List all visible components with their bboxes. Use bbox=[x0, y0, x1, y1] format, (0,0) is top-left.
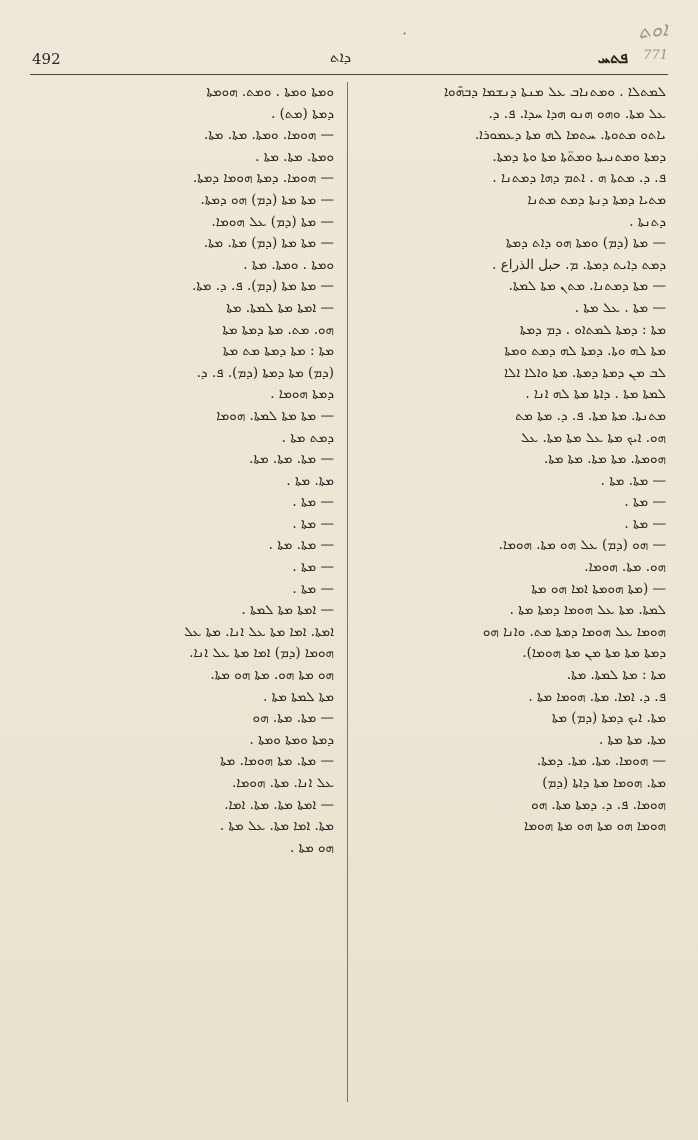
text-line: — ܡܬܐ. ܡܬܐ . bbox=[268, 537, 334, 554]
text-line: ܠܡܬܐ. ܡܬܐ ܥܠ ܗܘܡܐ ܕܡܬܐ ܡܬܐ . bbox=[509, 602, 666, 619]
text-line: ܕܡܬܐ ܘܡܬܢܝܬܐ ܘܡܬ̈ܬܐ ܡܬܐ ܘܬܐ ܕܡܬܐ. bbox=[492, 148, 666, 165]
text-line: (ܕܡ) ܡܬܐ ܕܡܬܐ (ܕܡ). ܦ. ܕ. bbox=[196, 364, 334, 381]
text-line: ܡܬܐ ܠܡܬܐ ܡܬܐ . bbox=[263, 688, 334, 705]
text-line: — ܐܡܬܐ ܡܬܐ ܠܡܬܐ . bbox=[241, 602, 334, 619]
pencil-annotation-number: 771 bbox=[643, 48, 668, 63]
text-line: — ܡܬܐ. ܡܬܐ. ܗܘ bbox=[252, 710, 334, 727]
text-line: ܕܬܢܬܐ . bbox=[629, 213, 666, 230]
text-line: ܡܬܐ. ܡܬܐ . bbox=[286, 472, 334, 489]
text-line: ܡܬܐ. ܡܬܐ ܡܬܐ . bbox=[598, 731, 666, 748]
text-line: ܕܡܬ ܕܐܝܬ ܕܡܬܐ. ܡ. حبل الذراع . bbox=[492, 256, 666, 273]
text-line: ܘܡܬܐ . ܘܡܬܐ. ܡܬܐ . bbox=[243, 256, 334, 273]
text-line: — ܡܬܐ. ܡܬܐ ܗܘܡܐ. ܡܬܐ bbox=[220, 753, 334, 770]
headword: ܦܬܚ bbox=[597, 48, 628, 67]
text-line: ܠܒ ܡܢ ܕܡܬܐ ܕܡܬܐ. ܡܬܐ ܘܐܠܐ ܐܠܐ bbox=[504, 364, 666, 381]
text-line: ܡܬܐ ܠܗ ܘܬܐ. ܕܡܬܐ ܠܗ ܕܡܬ ܘܡܬܐ bbox=[504, 343, 666, 360]
text-line: — ܡܬܐ . ܥܠ ܡܬܐ . bbox=[574, 299, 666, 316]
text-line: ܗܘ. ܐܝܟ ܡܬܐ ܥܠ ܡܬܐ ܡܬܐ. ܥܠ bbox=[520, 429, 666, 446]
text-line: — ܡܬܐ (ܕܡ) ܘܡܬܐ ܗܘ ܕܐܬ ܕܡܬܐ bbox=[505, 235, 666, 252]
text-line: ܗܘܡܐ ܗܘ ܡܬܐ ܗܘ ܡܬܐ ܗܘܡܐ bbox=[524, 818, 666, 835]
text-line: ܡܬܝܐ ܕܡܬܐ ܕܢܬܐ ܕܡܬ ܡܬܢܐ bbox=[527, 191, 666, 208]
text-line: ܦ. ܕ. ܐܡܐ. ܡܬܐ. ܗܘܡܐ ܡܬܐ . bbox=[528, 688, 666, 705]
text-line: ܠܡܬܠܐ . ܘܡܬܢܐܒ ܥܠ ܡܢܬܐ ܕܢܫܡܐ ܕܒܗ̄ܘܐ bbox=[443, 84, 666, 100]
text-line: — ܐܡܬܐ ܡܬܐ. ܡܬܐ. ܐܡܐ. bbox=[224, 796, 334, 813]
text-line: ܕܡܬܐ ܡܬܐ ܡܬܐ ܡܢ ܡܬܐ ܗܘܡܐ). bbox=[522, 645, 666, 662]
text-line: ܡܬܐ : ܡܬܐ ܠܡܬܐ. ܡܬܐ. bbox=[566, 667, 666, 684]
text-line: — ܡܬܐ . bbox=[292, 515, 334, 532]
text-line: ܡܬܐ. ܐܝܟ ܕܡܬܐ (ܕܡ) ܡܬܐ bbox=[551, 710, 666, 727]
text-line: ܡܬܐ : ܡܬܐ ܕܡܬܐ ܡܬ ܡܬܐ bbox=[222, 343, 334, 360]
left-column bbox=[34, 82, 334, 1102]
pencil-annotation: ܐܘܬ bbox=[637, 16, 670, 44]
text-line: ܗܘܡܐ. ܦ. ܕ. ܕܡܬܐ ܡܬܐ. ܗܘ bbox=[531, 796, 666, 813]
header-rule bbox=[30, 74, 668, 75]
text-line: ܥܠ ܡܬܐ. ܘܗܘ ܗܢܘ ܗܕܐ ܚܕܐ. ܦ. ܕ. bbox=[488, 105, 666, 122]
text-line: ܡܬܐ. ܗܘܡܐ ܡܬܐ ܕܐܬܐ (ܕܡ) bbox=[542, 775, 666, 791]
text-line: — ܡܬܐ ܕܡܬܢܐ. ܡܬܢ ܡܬܐ ܠܡܬܐ. bbox=[508, 278, 666, 295]
text-line: ܘܡܬܐ. ܡܬܐ. ܡܬܐ . bbox=[255, 148, 334, 165]
text-line: ܗܘܡܐ ܥܠ ܗܘܡܐ ܕܡܬܐ ܡܬ. ܘܐܢܐ ܗܘ bbox=[482, 623, 666, 640]
text-line: — ܗܘܡܐ. ܘܡܬܐ. ܡܬܐ. ܡܬܐ. bbox=[203, 127, 334, 144]
text-line: ܗܘܡܬܐ. ܡܬܐ ܡܬܐ. ܡܬܐ ܡܬܐ. bbox=[543, 451, 666, 468]
page-header bbox=[30, 16, 670, 72]
text-line: ܘܡܬܐ ܘܡܬܐ . ܘܡܬ. ܗܘܡܬܐ bbox=[206, 84, 334, 100]
right-column bbox=[366, 82, 666, 1102]
text-line: — ܡܬܐ . bbox=[292, 494, 334, 511]
text-line: ܗܘ ܡܬܐ . bbox=[289, 839, 334, 856]
text-line: — ܡܬܐ. ܡܬܐ . bbox=[600, 472, 666, 489]
text-line: ܡܬܐ. ܐܡܐ ܡܬܐ. ܥܠ ܡܬܐ . bbox=[219, 818, 334, 835]
text-line: — ܐܡܬܐ ܡܬܐ ܠܡܬܐ. ܡܬܐ bbox=[226, 299, 334, 316]
text-line: ܕܡܬܐ ܗܘܡܐ . bbox=[270, 386, 334, 403]
text-line: ܗܘ. ܡܬ. ܡܬܐ ܕܡܬܐ ܡܬܐ bbox=[222, 321, 334, 338]
text-line: — ܡܬܐ ܡܬܐ (ܕܡ). ܦ. ܕ. ܡܬܐ. bbox=[191, 278, 334, 295]
text-line: — (ܡܬܐ ܗܘܡܬܐ ܐܡܐ ܗܘ ܡܬܐ bbox=[531, 580, 666, 597]
text-line: — ܡܬܐ . bbox=[624, 515, 666, 532]
page-number: 492 bbox=[32, 50, 61, 68]
text-line: ܗܘ. ܡܬܐ. ܗܘܡܐ. bbox=[584, 559, 666, 576]
text-line: — ܡܬܐ . bbox=[624, 494, 666, 511]
text-line: — ܗܘܡܐ. ܕܡܬܐ ܗܘܡܐ ܕܡܬܐ. bbox=[192, 170, 334, 187]
text-line: ܗܘ ܡܬܐ ܗܘ. ܡܬܐ ܗܘ ܡܬܐ. bbox=[210, 667, 334, 684]
page-speck: · bbox=[402, 24, 408, 43]
text-line: ܥܠ ܐܢܐ. ܡܬܐ. ܗܘܡܐ. bbox=[232, 775, 334, 791]
text-line: ܐܡܬܐ. ܐܡܐ ܡܬܐ ܥܠ ܐܢܐ. ܡܬܐ ܥܠ bbox=[184, 623, 334, 640]
text-line: ܠܡܬܐ ܡܬܐ . ܕܐܬܐ ܡܬܐ ܠܗ ܐܢܐ . bbox=[525, 386, 666, 403]
text-line: ܕܡܬ ܡܬܐ . bbox=[281, 429, 334, 446]
text-line: ܝܐܬܘ ܡܬܘܬܐ. ܚܬܡܐ ܠܗ ܡܬܐ ܕܥܡܘܪܐ. bbox=[474, 127, 666, 144]
text-line: — ܡܬܐ ܡܬܐ (ܕܡ) ܗܘ ܕܡܬܐ. bbox=[200, 191, 334, 208]
text-line: — ܡܬܐ . bbox=[292, 580, 334, 597]
text-line: ܡܬܐ : ܕܡܬܐ ܠܡܬܐܘ . ܕܡ ܕܡܬܐ bbox=[519, 321, 666, 338]
text-line: — ܗܘܡܐ. ܡܬܐ. ܡܬܐ. ܕܡܬܐ. bbox=[536, 753, 666, 770]
text-line: — ܡܬܐ . bbox=[292, 559, 334, 576]
text-line: ܕܡܬܐ (ܡܬ) . bbox=[271, 105, 334, 122]
text-line: — ܡܬܐ ܡܬܐ (ܕܡ) ܡܬܐ. ܡܬܐ. bbox=[203, 235, 334, 252]
running-head: ܕܐܬ bbox=[330, 48, 352, 66]
text-line: — ܡܬܐ. ܡܬܐ. ܡܬܐ. bbox=[249, 451, 334, 468]
text-line: ܗܘܡܐ (ܕܡ) ܐܡܐ ܡܬܐ ܥܠ ܐܢܐ. bbox=[189, 645, 334, 662]
column-divider bbox=[347, 82, 348, 1102]
text-line: — ܡܬܐ ܡܬܐ ܠܡܬܐ. ܗܘܡܐ bbox=[216, 407, 334, 424]
text-line: ܡܬܢܬܐ. ܡܬܐ ܡܬܐ. ܦ. ܕ. ܡܬܐ ܡܬ bbox=[515, 407, 666, 424]
text-line: ܕܡܬܐ ܘܡܬܐ ܘܡܬܐ . bbox=[249, 731, 334, 748]
text-line: ܦ. ܕ. ܡܬܬܐ ܗ . ܐܬܡ ܕܗܐ ܕܡܬܢܐ . bbox=[492, 170, 666, 187]
text-line: — ܡܬܐ (ܕܡ) ܥܠ ܗܘܡܐ. bbox=[211, 213, 334, 230]
text-line: — ܗܘ (ܕܡ) ܥܠ ܗܘ ܡܬܐ. ܗܘܡܐ. bbox=[498, 537, 666, 554]
